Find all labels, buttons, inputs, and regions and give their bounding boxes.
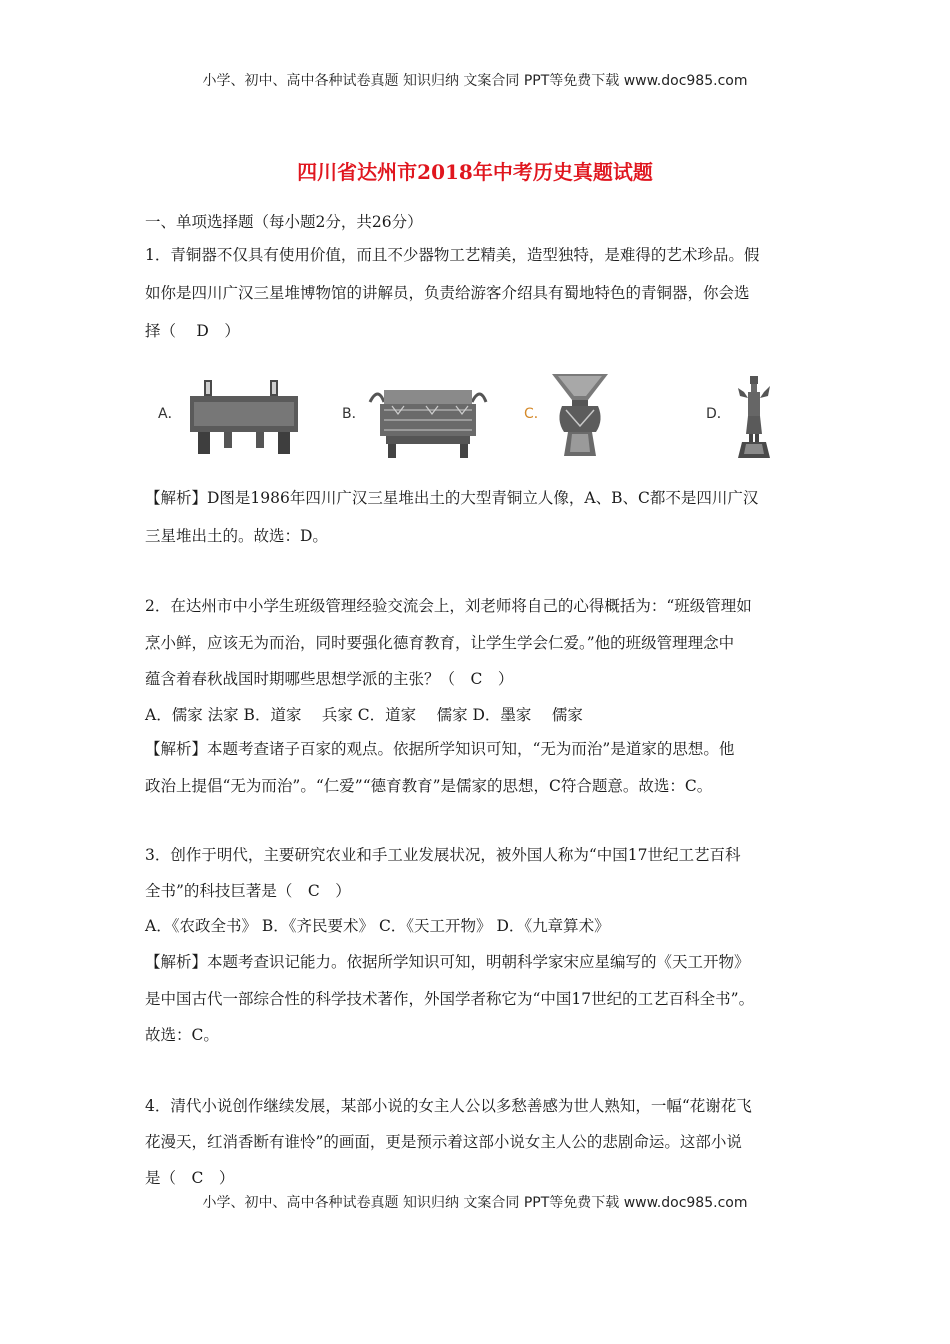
q2-analysis-line-2: 政治上提倡“无为而治”。“仁爱”“德育教育”是儒家的思想，C符合题意。故选：C。 (145, 777, 713, 795)
q3-line-1: 3．创作于明代，主要研究农业和手工业发展状况，被外国人称为“中国17世纪工艺百科 (145, 846, 741, 864)
q1-option-b (336, 372, 496, 462)
section-heading: 一、单项选择题（每小题2分，共26分） (145, 213, 423, 231)
q1-line-1: 1．青铜器不仅具有使用价值，而且不少器物工艺精美，造型独特，是难得的艺术珍品。假 (145, 246, 760, 264)
q2-analysis-line-1: 【解析】本题考查诸子百家的观点。依据所学知识可知，“无为而治”是道家的思想。他 (145, 740, 735, 758)
q1-option-a-label: A． (158, 406, 182, 422)
page-title: 四川省达州市2018年中考历史真题试题 (297, 160, 653, 184)
bronze-vessel-image (366, 376, 490, 460)
page-footer: 小学、初中、高中各种试卷真题 知识归纳 文案合同 PPT等免费下载 www.doc985.com (202, 1195, 748, 1211)
q1-line-2: 如你是四川广汉三星堆博物馆的讲解员，负责给游客介绍具有蜀地特色的青铜器，你会选 (145, 284, 750, 302)
bronze-zun-image (548, 372, 612, 458)
q3-line-2: 全书”的科技巨著是（ C ） (145, 882, 351, 900)
bronze-statue-image (734, 374, 774, 460)
q3-analysis-line-3: 故选：C。 (145, 1026, 219, 1044)
q1-analysis-line-1: 【解析】D图是1986年四川广汉三星堆出土的大型青铜立人像，A、B、C都不是四川广汉 (145, 489, 759, 507)
q2-line-2: 烹小鲜，应该无为而治，同时要强化德育教育，让学生学会仁爱。”他的班级管理理念中 (145, 634, 735, 652)
q3-analysis-line-2: 是中国古代一部综合性的科学技术著作，外国学者称它为“中国17世纪的工艺百科全书”。 (145, 990, 755, 1008)
q1-option-b-label: B． (342, 406, 366, 422)
q3-analysis-line-1: 【解析】本题考查识记能力。依据所学知识可知，明朝科学家宋应星编写的《天工开物》 (145, 953, 750, 971)
q1-option-d (700, 372, 810, 462)
q4-line-1: 4．清代小说创作继续发展，某部小说的女主人公以多愁善感为世人熟知，一幅“花谢花飞 (145, 1097, 752, 1115)
page-header: 小学、初中、高中各种试卷真题 知识归纳 文案合同 PPT等免费下载 www.doc985.com (202, 73, 748, 89)
q1-analysis-line-2: 三星堆出土的。故选：D。 (145, 527, 328, 545)
q2-line-1: 2．在达州市中小学生班级管理经验交流会上，刘老师将自己的心得概括为：“班级管理如 (145, 597, 752, 615)
q3-choices: A．《农政全书》 B．《齐民要术》 C．《天工开物》 D．《九章算术》 (145, 917, 610, 935)
q1-line-3: 择（ D ） (145, 322, 240, 340)
q1-option-a (150, 372, 310, 462)
bronze-ding-image (184, 376, 304, 456)
q4-line-2: 花漫天，红消香断有谁怜”的画面，更是预示着这部小说女主人公的悲剧命运。这部小说 (145, 1133, 742, 1151)
q1-option-images (150, 372, 800, 462)
q1-option-c (520, 372, 640, 462)
q2-choices: A．儒家 法家 B．道家 兵家 C．道家 儒家 D．墨家 儒家 (145, 706, 583, 724)
q4-line-3: 是（ C ） (145, 1169, 235, 1187)
q2-line-3: 蕴含着春秋战国时期哪些思想学派的主张？（ C ） (145, 670, 514, 688)
q1-option-c-label: C． (524, 406, 548, 422)
q1-option-d-label: D． (706, 406, 731, 422)
